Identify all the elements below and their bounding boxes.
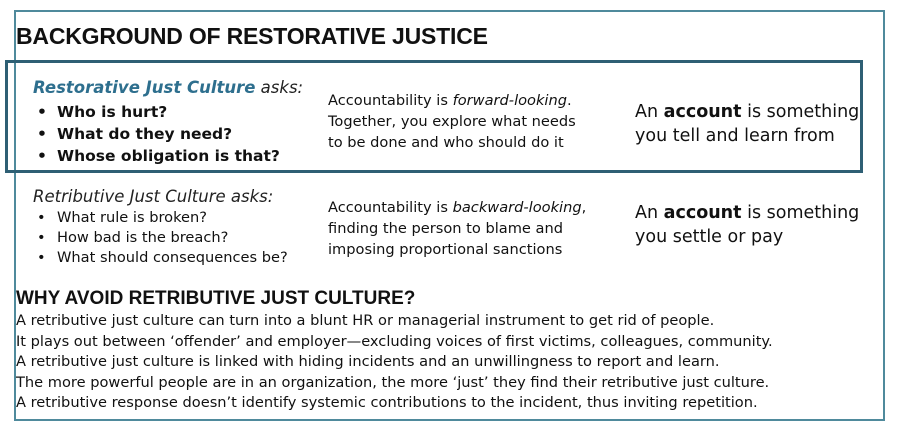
list-item: • Whose obligation is that? [33,145,280,167]
why-reasons [16,311,773,414]
account-line: you settle or pay [635,227,784,247]
list-item: • What do they need? [33,123,280,145]
list-item: The more powerful people are in an organization, the more ‘just’ they find their retributive just culture. [16,373,770,391]
account-prefix: An [635,102,664,122]
account-line: you tell and learn from [635,126,835,146]
list-item: • Who is hurt? [33,101,280,123]
accountability-line: to be done and who should do it [328,134,564,151]
accountability-prefix: Accountability is [328,199,453,216]
list-item: A retributive just culture can turn into a blunt HR or managerial instrument to get rid of people. [16,312,715,329]
accountability-term: backward-looking [452,199,582,216]
list-item: It plays out between ‘offender’ and employer—excluding voices of first victims, colleagues, community. [16,332,773,350]
retributive-questions [33,208,288,268]
list-item: • How bad is the breach? [33,228,288,248]
accountability-tail: , [581,199,587,216]
accountability-line: finding the person to blame and [328,220,564,237]
restorative-accountability [328,90,576,153]
retributive-account [635,201,859,249]
list-item: • What should consequences be? [33,248,288,268]
account-word: account [663,203,742,223]
retributive-accountability [328,197,586,260]
restorative-questions [33,101,280,167]
page-title: BACKGROUND OF RESTORATIVE JUSTICE [16,23,488,49]
accountability-prefix: Accountability is [328,92,453,109]
account-prefix: An [635,203,664,223]
restorative-heading-suffix: asks: [255,78,304,97]
accountability-line: imposing proportional sanctions [328,241,563,258]
restorative-account [635,100,859,148]
list-item: • What rule is broken? [33,208,288,228]
restorative-heading [33,78,303,97]
account-suffix: is something [741,203,860,223]
list-item: A retributive just culture is linked with hiding incidents and an unwillingness to report and learn. [16,353,720,370]
list-item: A retributive response doesn’t identify systemic contributions to the incident, thus inviting repetition. [16,394,758,411]
why-heading: WHY AVOID RETRIBUTIVE JUST CULTURE? [16,288,416,309]
account-suffix: is something [741,102,860,122]
accountability-tail: . [567,92,572,109]
accountability-line: Together, you explore what needs [328,113,576,130]
retributive-heading: Retributive Just Culture asks: [33,187,274,206]
accountability-term: forward-looking [452,92,567,109]
account-word: account [663,102,742,122]
restorative-term: Restorative Just Culture [33,78,256,97]
